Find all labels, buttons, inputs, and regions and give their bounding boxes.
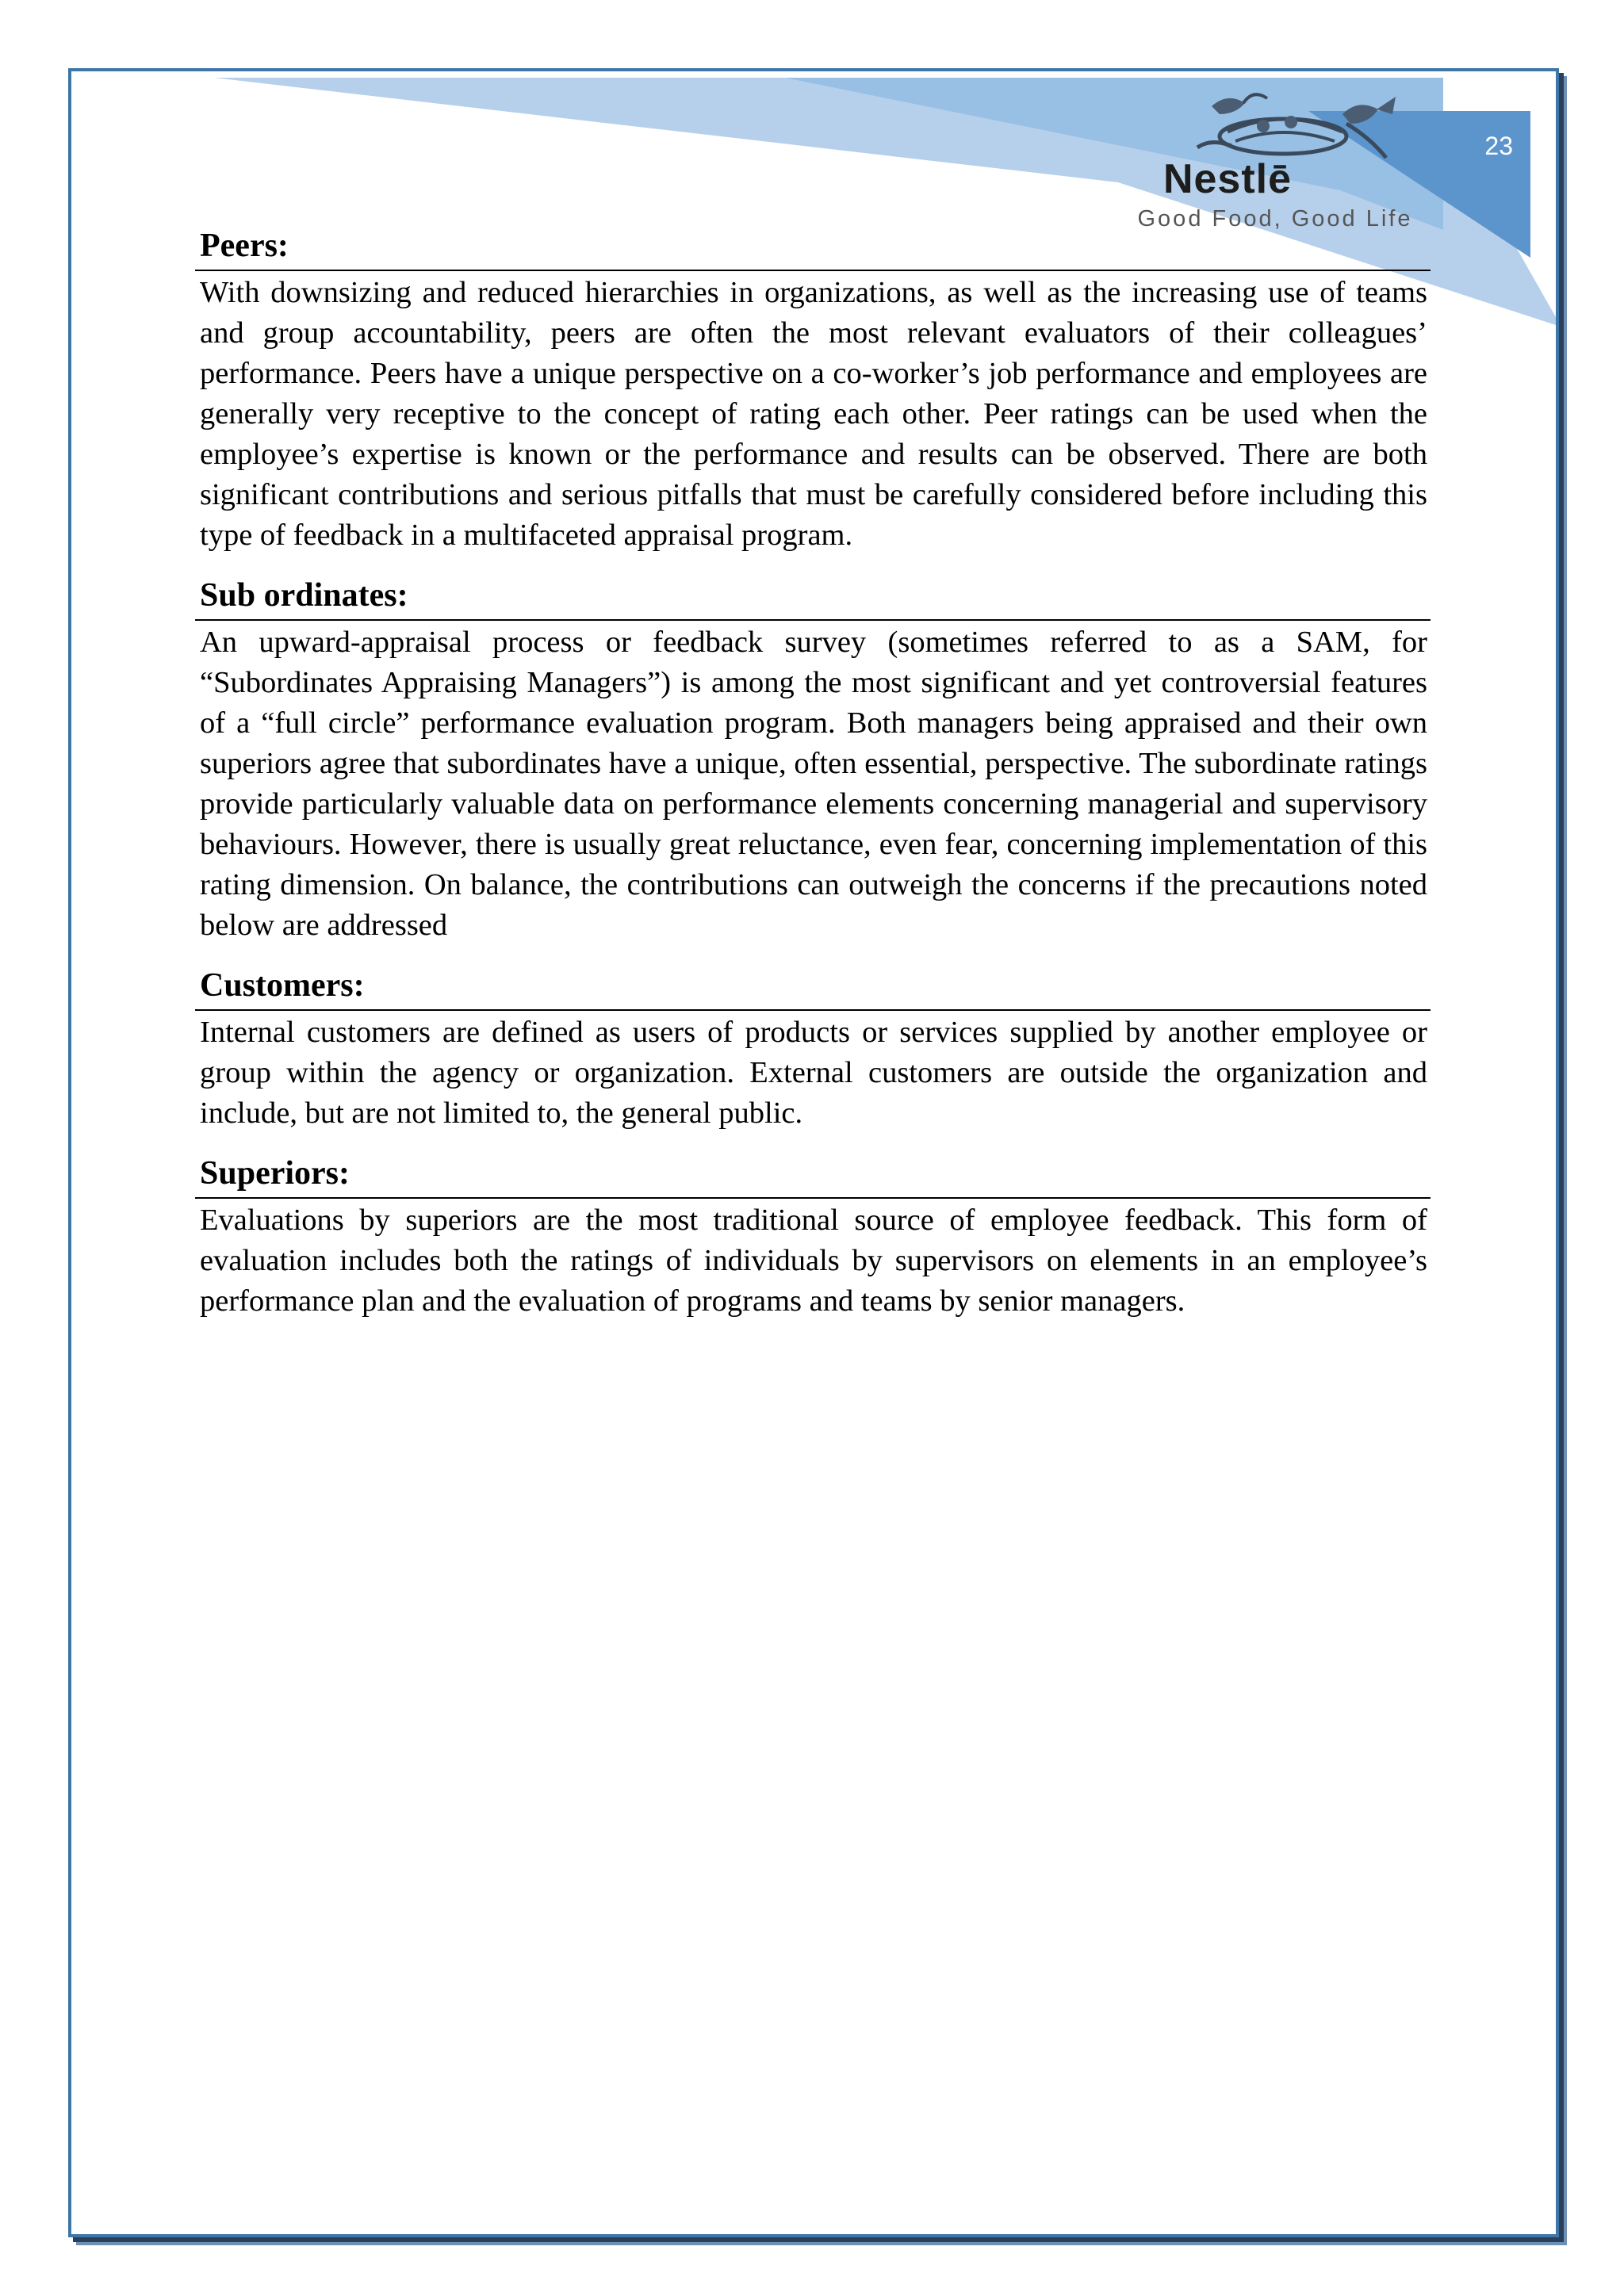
- section-subordinates: [195, 573, 1431, 946]
- section-customers: [195, 963, 1431, 1134]
- page-frame: [68, 68, 1559, 2237]
- section-paragraph: With downsizing and reduced hierarchies in organizations, as well as the increasing use of teams and group accountability, peers are often the most relevant evaluators of their colleagues’ performance. Peers have a unique perspective on a co-worker’s job performance and employees are generally very receptive to the concept of rating each other. Peer ratings can be used when the employee’s expertise is known or the performance and results can be observed. There are both significant contributions and serious pitfalls that must be carefully considered before including this type of feedback in a multifaceted appraisal program.: [200, 276, 1427, 552]
- brand-logo: [1053, 82, 1497, 233]
- section-heading: Sub ordinates:: [195, 573, 1431, 621]
- document-body: [195, 224, 1431, 1339]
- section-paragraph: An upward-appraisal process or feedback survey (sometimes referred to as a SAM, for “Subordinates Appraising Managers”) is among the most significant and yet controversial features of a “full circle” performance evaluation program. Both managers being appraised and their own superiors agree that subordinates have a unique, often essential, perspective. The subordinate ratings provide particularly valuable data on performance elements concerning managerial and supervisory behaviours. However, there is usually great reluctance, even fear, concerning implementation of this rating dimension. On balance, the contributions can outweigh the concerns if the precautions noted below are addressed: [200, 626, 1427, 942]
- section-heading: Customers:: [195, 963, 1431, 1011]
- nest-birds-icon: [1188, 82, 1418, 162]
- section-heading: Peers:: [195, 224, 1431, 271]
- page-number: 23: [1484, 132, 1513, 160]
- section-paragraph: Internal customers are defined as users of products or services supplied by another employee or group within the agency or organization. External customers are outside the organization and include, but are not limited to, the general public.: [200, 1016, 1427, 1130]
- section-heading: Superiors:: [195, 1151, 1431, 1199]
- section-paragraph: Evaluations by superiors are the most traditional source of employee feedback. This form of evaluation includes both the ratings of individuals by supervisors on elements in an employee’s performance plan and the evaluation of programs and teams by senior managers.: [200, 1203, 1427, 1318]
- brand-wordmark: Nestlē: [1162, 156, 1293, 202]
- section-superiors: [195, 1151, 1431, 1322]
- section-peers: [195, 224, 1431, 556]
- brand-tagline: Good Food, Good Life: [1137, 206, 1413, 232]
